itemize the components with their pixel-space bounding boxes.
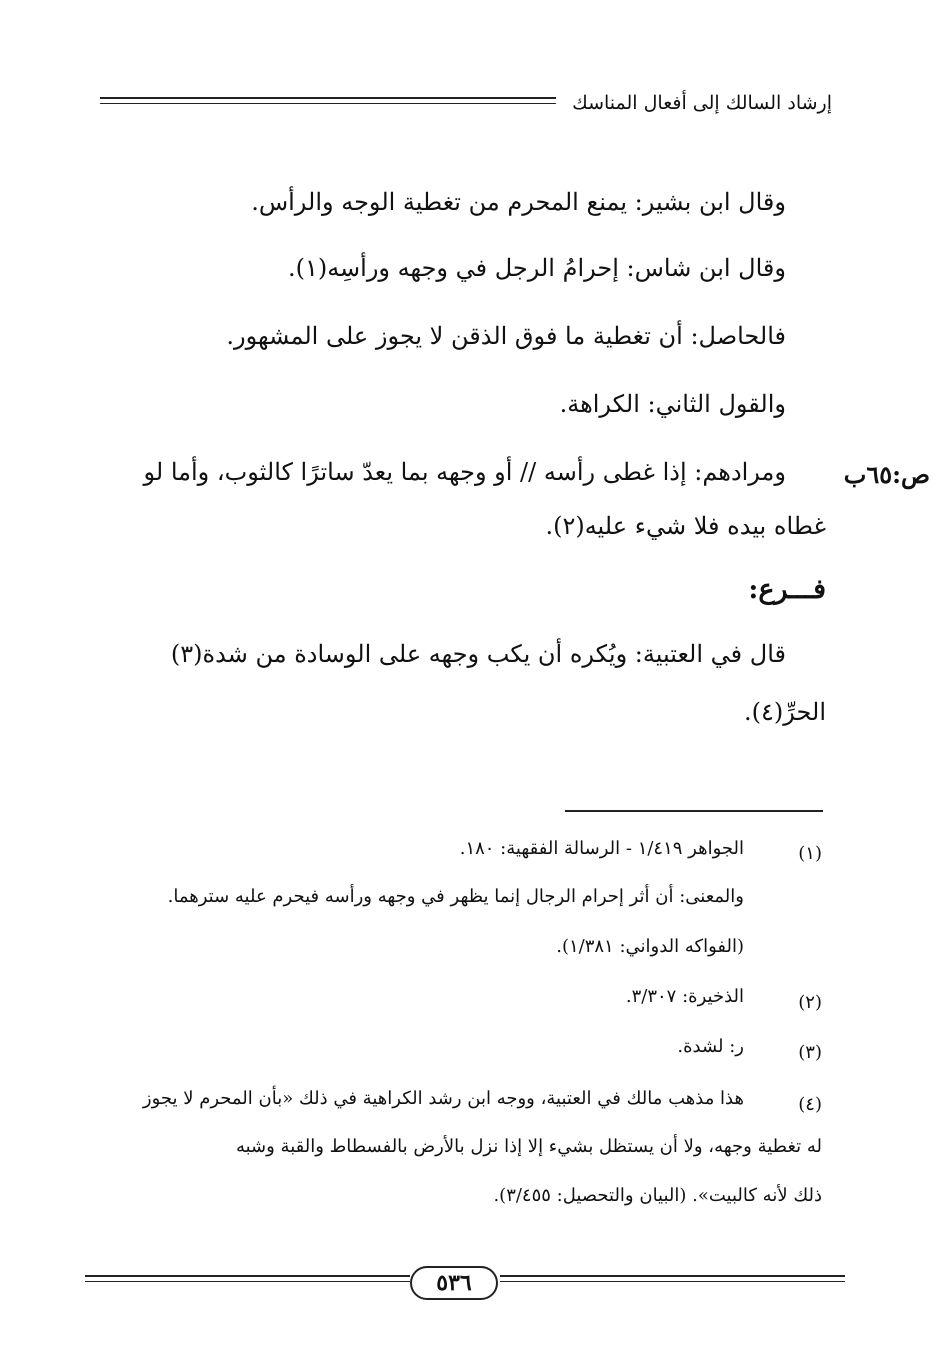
- footnote-number: (٢): [798, 992, 822, 1013]
- footnote-line: (الفواكه الدواني: ١/٣٨١).: [556, 936, 744, 957]
- footer-rule-right: [500, 1275, 845, 1285]
- footnote-number: (٣): [798, 1042, 822, 1063]
- running-header-title: إرشاد السالك إلى أفعال المناسك: [572, 92, 832, 114]
- body-line: والقول الثاني: الكراهة.: [559, 390, 786, 418]
- footnote-line: والمعنى: أن أثر إحرام الرجال إنما يظهر في وجهه ورأسه فيحرم عليه سترهما.: [167, 886, 744, 907]
- footer-rule-left: [85, 1275, 410, 1285]
- footnote-number: (٤): [798, 1094, 822, 1115]
- footnote-line: الجواهر ١/٤١٩ - الرسالة الفقهية: ١٨٠.: [459, 838, 744, 859]
- footnote-number: (١): [798, 843, 822, 864]
- footnote-line: له تغطية وجهه، ولا أن يستظل بشيء إلا إذا نزل بالأرض بالفسطاط والقبة وشبه: [235, 1136, 822, 1157]
- body-line: فالحاصل: أن تغطية ما فوق الذقن لا يجوز على المشهور.: [226, 322, 786, 350]
- footnote-line: ر: لشدة.: [677, 1036, 744, 1057]
- body-line: وقال ابن بشير: يمنع المحرم من تغطية الوجه والرأس.: [251, 188, 786, 216]
- footnote-line: الذخيرة: ٣/٣٠٧.: [625, 986, 744, 1007]
- footnote-line: هذا مذهب مالك في العتبية، ووجه ابن رشد الكراهية في ذلك «بأن المحرم لا يجوز: [142, 1088, 744, 1109]
- body-line: وقال ابن شاس: إحرامُ الرجل في وجهه ورأسِه(١).: [287, 254, 786, 282]
- header-rule: [100, 97, 556, 106]
- section-heading: فـــرع:: [748, 574, 826, 605]
- body-line: الحرِّ(٤).: [744, 698, 826, 726]
- body-line: قال في العتبية: ويُكره أن يكب وجهه على الوسادة من شدة(٣): [170, 640, 786, 668]
- footnote-separator: [565, 810, 823, 812]
- body-line: ومرادهم: إذا غطى رأسه // أو وجهه بما يعدّ ساترًا كالثوب، وأما لو: [143, 458, 786, 486]
- body-line: غطاه بيده فلا شيء عليه(٢).: [545, 512, 826, 540]
- page-number: ٥٣٦: [410, 1266, 498, 1300]
- footnote-line: ذلك لأنه كالبيت». (البيان والتحصيل: ٣/٤٥٥).: [493, 1185, 822, 1206]
- margin-folio-note: ص:٦٥ب: [843, 460, 930, 489]
